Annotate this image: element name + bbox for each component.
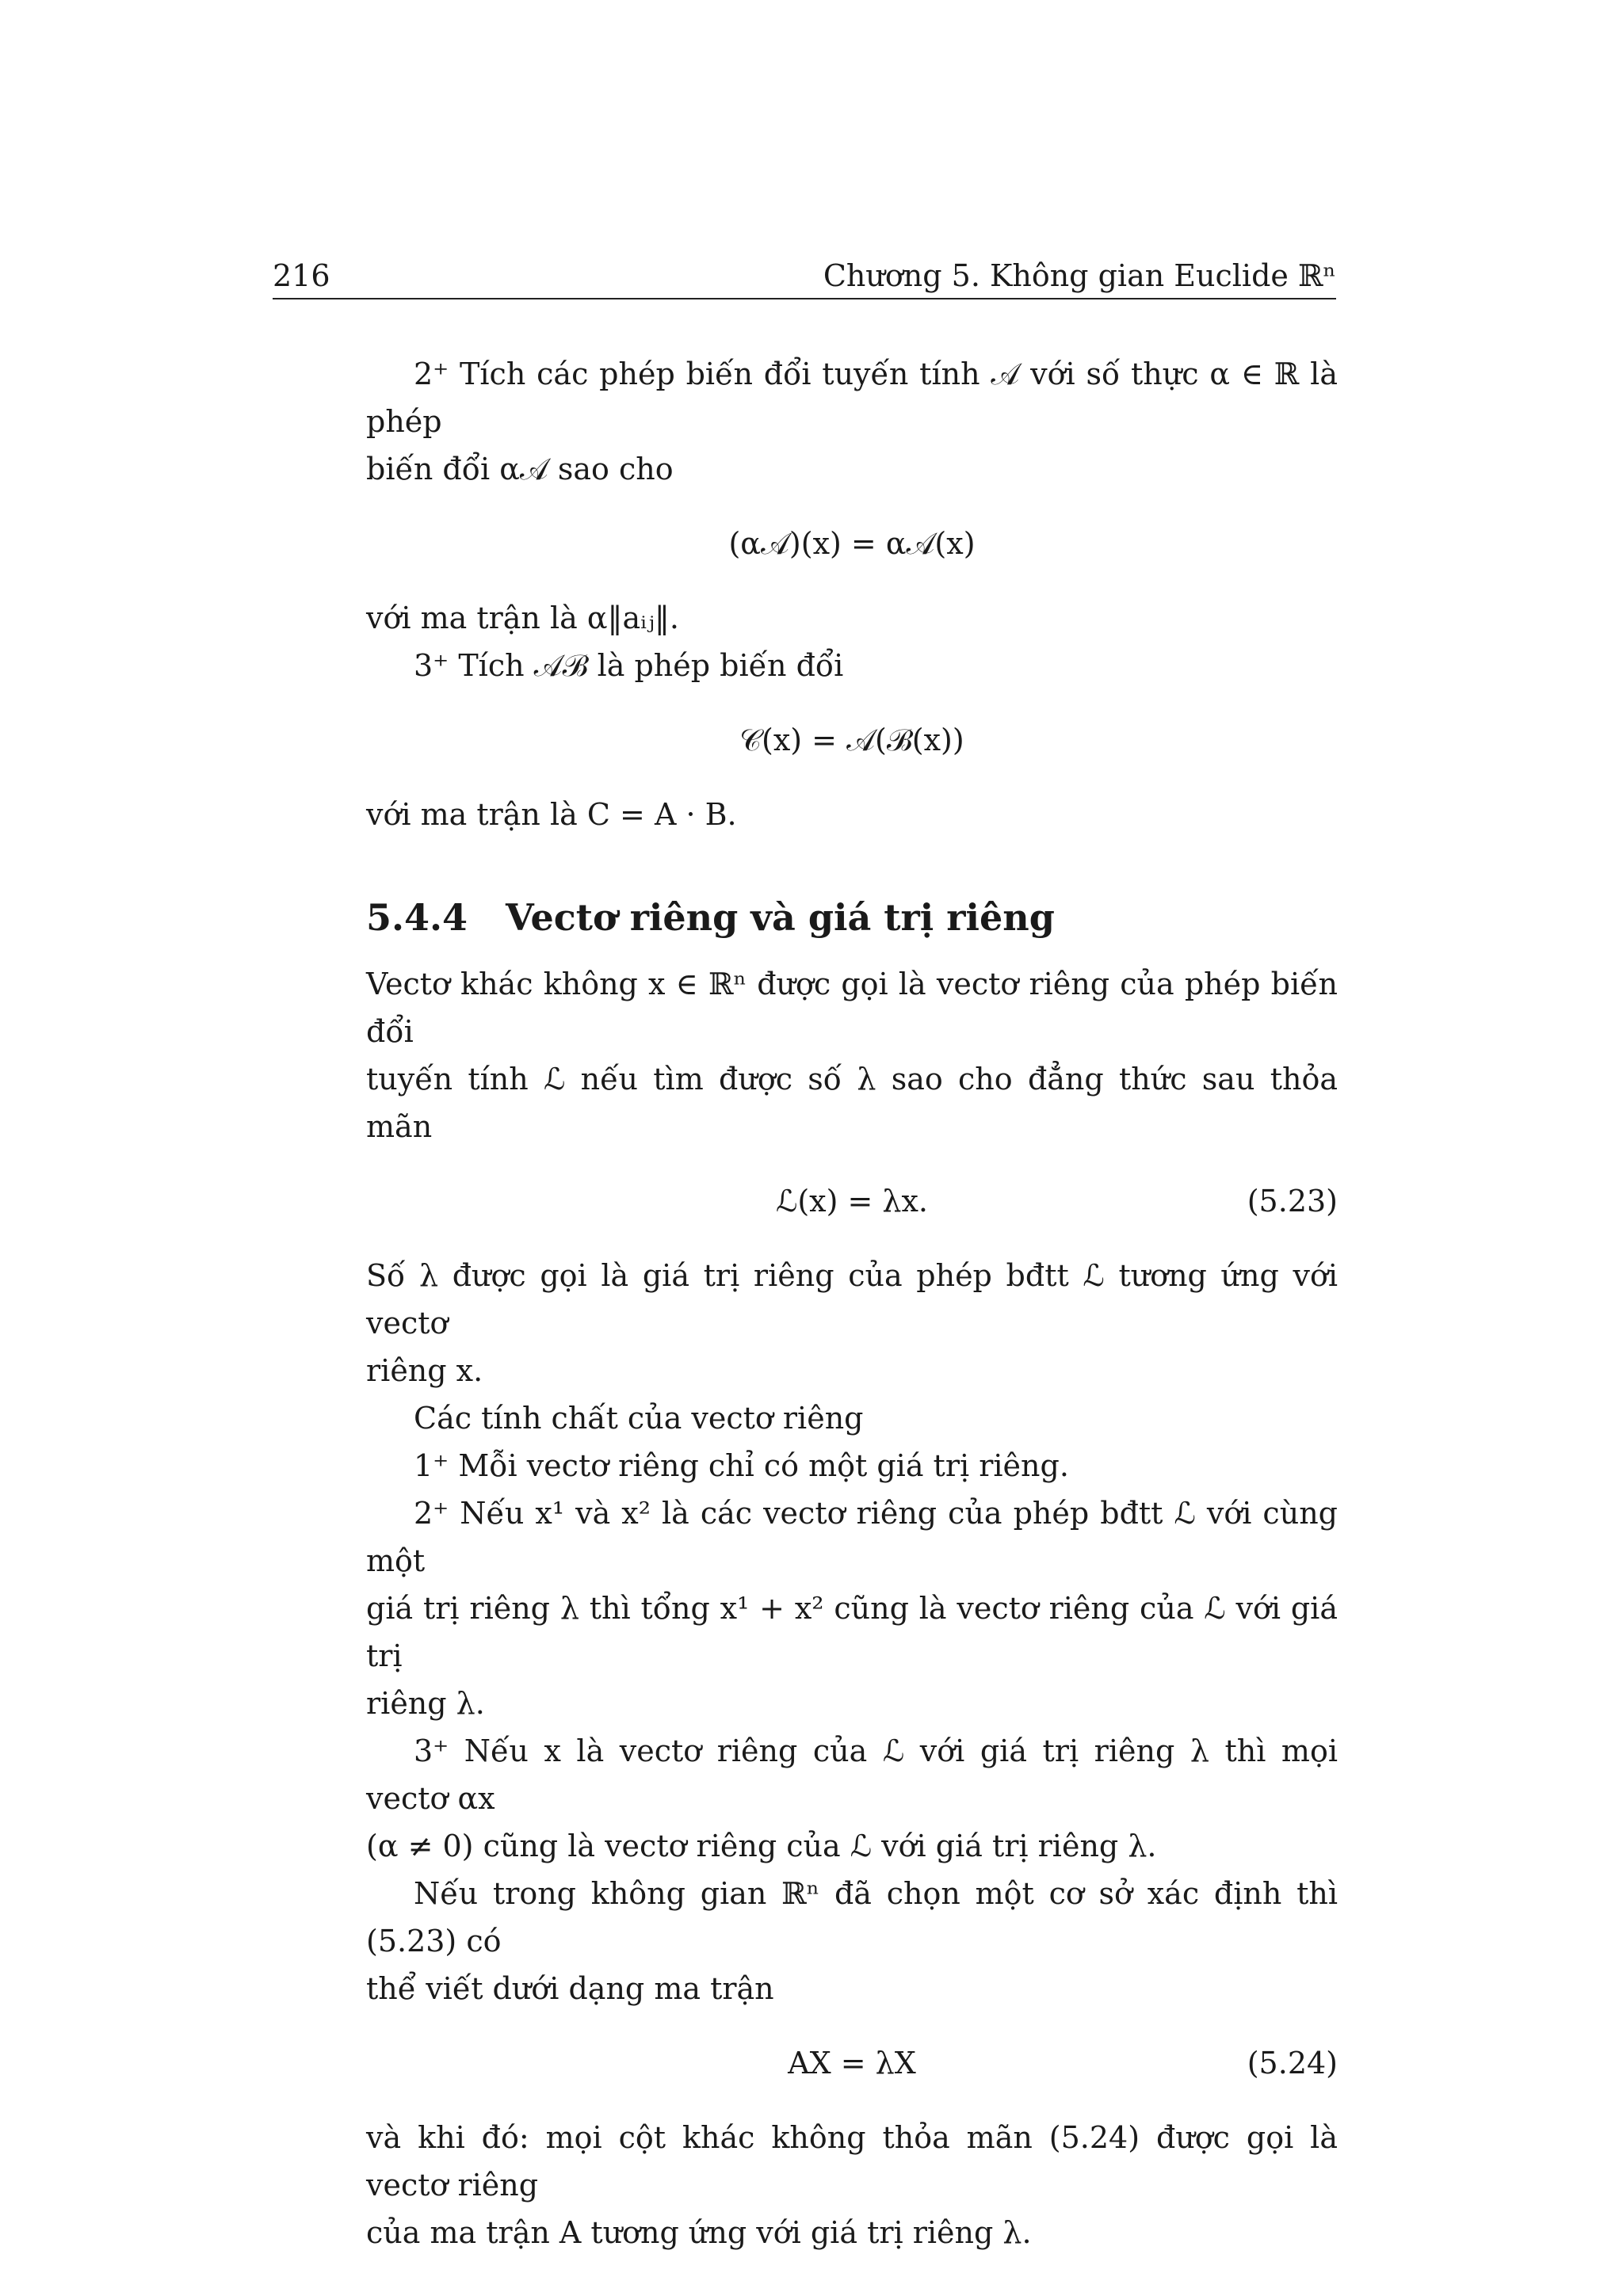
section-title: Vectơ riêng và giá trị riêng bbox=[506, 896, 1055, 939]
equation-body: ℒ(x) = λx. bbox=[775, 1184, 929, 1219]
paragraph-line: giá trị riêng λ thì tổng x¹ + x² cũng là vectơ riêng của ℒ với giá trị bbox=[366, 1591, 1338, 1673]
paragraph-line: riêng x. bbox=[366, 1353, 483, 1388]
equation-body: (α𝒜)(x) = α𝒜(x) bbox=[728, 526, 976, 561]
paragraph-line: 3⁺ Nếu x là vectơ riêng của ℒ với giá trị riêng λ thì mọi vectơ αx bbox=[366, 1733, 1338, 1816]
paragraph-line: biến đổi α𝒜 sao cho bbox=[366, 452, 674, 486]
body-text bbox=[366, 350, 1338, 2256]
paragraph-line: 2⁺ Nếu x¹ và x² là các vectơ riêng của phép bđtt ℒ với cùng một bbox=[366, 1496, 1338, 1578]
equation-number: (5.24) bbox=[1247, 2046, 1338, 2081]
equation-5-24 bbox=[366, 2039, 1338, 2087]
running-title: Chương 5. Không gian Euclide ℝⁿ bbox=[823, 258, 1336, 293]
page-number: 216 bbox=[273, 258, 330, 293]
paragraph-line: Vectơ khác không x ∈ ℝⁿ được gọi là vectơ riêng của phép biến đổi bbox=[366, 967, 1338, 1049]
page-header bbox=[273, 252, 1336, 299]
equation-1 bbox=[366, 520, 1338, 567]
paragraph-line: với ma trận là C = A · B. bbox=[366, 797, 737, 832]
paragraph-line: với ma trận là α‖aᵢⱼ‖. bbox=[366, 601, 679, 635]
paragraph-line: Các tính chất của vectơ riêng bbox=[414, 1401, 864, 1436]
equation-body: AX = λX bbox=[788, 2046, 916, 2081]
paragraph-line: và khi đó: mọi cột khác không thỏa mãn (5.24) được gọi là vectơ riêng bbox=[366, 2120, 1338, 2203]
paragraph-line: riêng λ. bbox=[366, 1686, 485, 1721]
section-heading bbox=[366, 894, 1338, 941]
paragraph-line: 2⁺ Tích các phép biến đổi tuyến tính 𝒜 với số thực α ∈ ℝ là phép bbox=[366, 357, 1338, 439]
paragraph-line: Nếu trong không gian ℝⁿ đã chọn một cơ sở xác định thì (5.23) có bbox=[366, 1876, 1338, 1958]
paragraph-line: (α ≠ 0) cũng là vectơ riêng của ℒ với giá trị riêng λ. bbox=[366, 1829, 1157, 1863]
header-rule bbox=[273, 298, 1336, 299]
section-number: 5.4.4 bbox=[366, 896, 468, 939]
equation-number: (5.23) bbox=[1247, 1184, 1338, 1219]
paragraph-line: tuyến tính ℒ nếu tìm được số λ sao cho đẳng thức sau thỏa mãn bbox=[366, 1062, 1338, 1144]
paragraph-line: 1⁺ Mỗi vectơ riêng chỉ có một giá trị riêng. bbox=[414, 1448, 1069, 1483]
equation-5-23 bbox=[366, 1177, 1338, 1225]
paragraph-line: 3⁺ Tích 𝒜ℬ là phép biến đổi bbox=[414, 648, 844, 683]
paragraph-line: của ma trận A tương ứng với giá trị riêng λ. bbox=[366, 2215, 1032, 2250]
equation-2 bbox=[366, 716, 1338, 764]
paragraph-line: thể viết dưới dạng ma trận bbox=[366, 1971, 774, 2006]
equation-body: 𝒞(x) = 𝒜(ℬ(x)) bbox=[739, 723, 964, 757]
paragraph-line: Số λ được gọi là giá trị riêng của phép bđtt ℒ tương ứng với vectơ bbox=[366, 1258, 1338, 1341]
